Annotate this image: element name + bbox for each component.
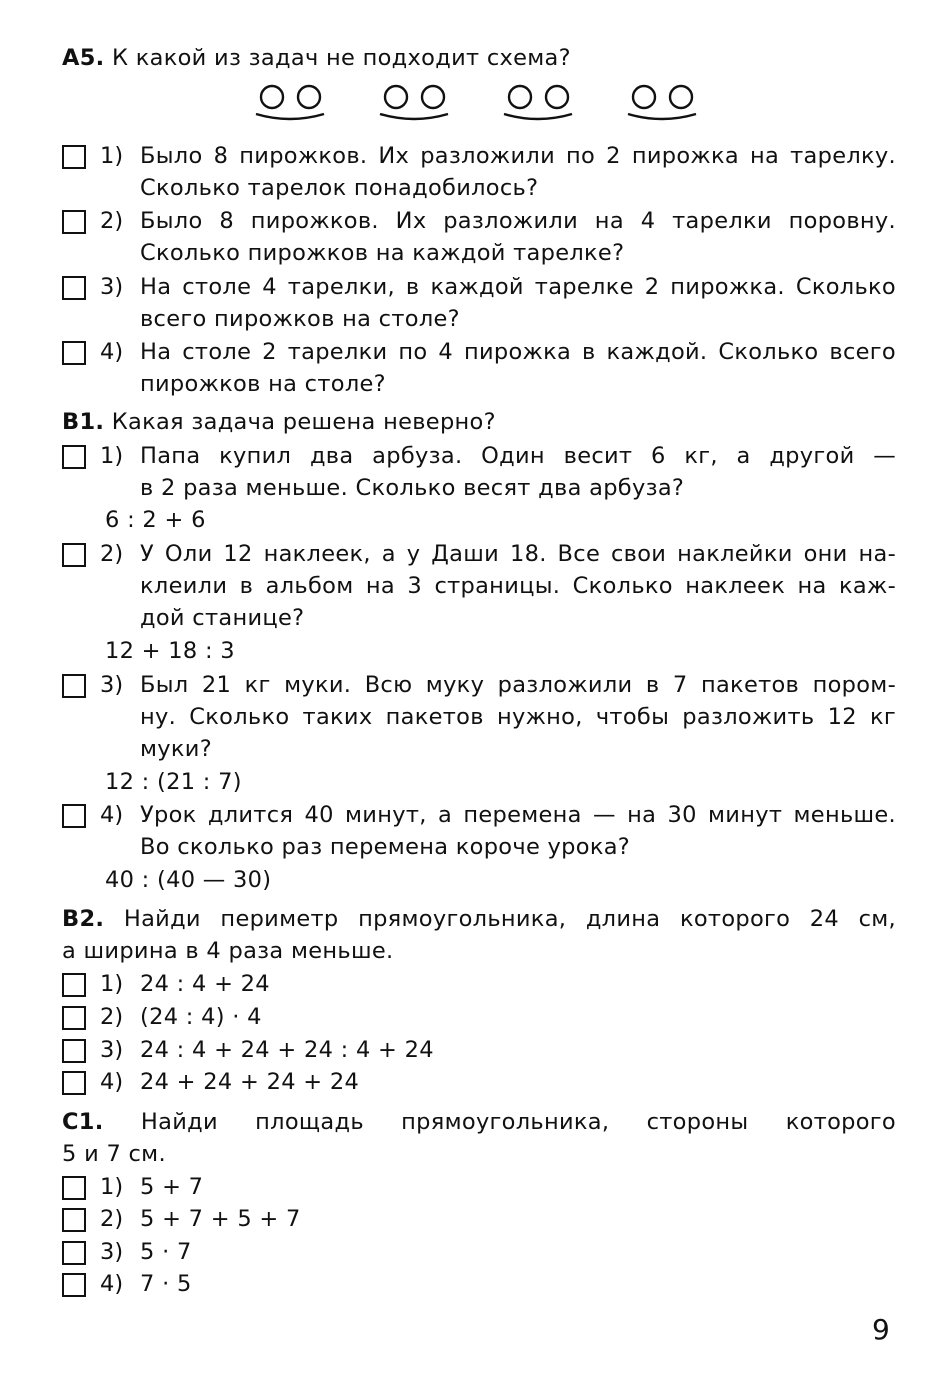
a5-option-4-number: 4)	[100, 339, 124, 365]
b2-option-4-checkbox[interactable]	[62, 1071, 86, 1095]
c1-question-text-1: Найди площадь прямоугольника, стороны которого	[140, 1109, 896, 1135]
circle-pair-4	[628, 86, 696, 119]
c1-option-3-number: 3)	[100, 1239, 124, 1265]
b2-question-text-1: Найди периметр прямоугольника, длина которого 24 см,	[123, 906, 896, 932]
b1-option-1-line-2: в 2 раза меньше. Сколько весят два арбуза?	[140, 475, 685, 501]
b2-question-line-1	[62, 903, 896, 935]
b2-option-2-checkbox[interactable]	[62, 1006, 86, 1030]
c1-label: С1.	[62, 1109, 104, 1135]
b1-question-text: Какая задача решена неверно?	[111, 409, 496, 435]
b1-option-1-expression: 6 : 2 + 6	[105, 507, 206, 533]
c1-option-2-text: 5 + 7 + 5 + 7	[140, 1206, 301, 1232]
a5-option-2-line-2: Сколько пирожков на каждой тарелке?	[140, 240, 625, 266]
c1-option-1-text: 5 + 7	[140, 1174, 204, 1200]
b1-question	[62, 406, 896, 438]
b1-option-4-line-1: Урок длится 40 минут, а перемена — на 30 минут меньше.	[140, 802, 896, 828]
a5-option-2-number: 2)	[100, 208, 124, 234]
b1-option-1-number: 1)	[100, 443, 124, 469]
b1-option-1-line-1: Папа купил два арбуза. Один весит 6 кг, а другой —	[140, 443, 896, 469]
b1-option-2-checkbox[interactable]	[62, 543, 86, 567]
c1-question-line-2: 5 и 7 см.	[62, 1141, 166, 1167]
b2-option-2-text: (24 : 4) · 4	[140, 1004, 262, 1030]
circle-pair-3	[504, 86, 572, 119]
b1-option-1-checkbox[interactable]	[62, 445, 86, 469]
c1-option-2-number: 2)	[100, 1206, 124, 1232]
b1-option-2-line-1: У Оли 12 наклеек, а у Даши 18. Все свои наклейки они на-	[140, 541, 896, 567]
a5-option-4-line-1: На столе 2 тарелки по 4 пирожка в каждой. Сколько всего	[140, 339, 896, 365]
b2-option-3-number: 3)	[100, 1037, 124, 1063]
a5-option-1-checkbox[interactable]	[62, 145, 86, 169]
c1-option-4-checkbox[interactable]	[62, 1273, 86, 1297]
b2-option-2-number: 2)	[100, 1004, 124, 1030]
page-number: 9	[872, 1313, 890, 1346]
b1-option-2-expression: 12 + 18 : 3	[105, 638, 235, 664]
a5-question-text: К какой из задач не подходит схема?	[111, 45, 571, 71]
c1-option-1-number: 1)	[100, 1174, 124, 1200]
a5-option-3-line-2: всего пирожков на столе?	[140, 306, 460, 332]
b2-label: В2.	[62, 906, 105, 932]
b1-option-4-expression: 40 : (40 — 30)	[105, 867, 272, 893]
b1-option-3-line-2: ну. Сколько таких пакетов нужно, чтобы разложить 12 кг	[140, 704, 896, 730]
a5-option-3-checkbox[interactable]	[62, 276, 86, 300]
circle-pair-2	[380, 86, 448, 119]
c1-option-4-number: 4)	[100, 1271, 124, 1297]
circle-pair-1	[256, 86, 324, 119]
b1-option-3-checkbox[interactable]	[62, 674, 86, 698]
a5-label: А5.	[62, 45, 105, 71]
b2-option-4-text: 24 + 24 + 24 + 24	[140, 1069, 360, 1095]
b1-label: В1.	[62, 409, 105, 435]
a5-option-3-line-1: На столе 4 тарелки, в каждой тарелке 2 пирожка. Сколько	[140, 274, 896, 300]
circle-scheme-diagram	[0, 78, 951, 128]
c1-question-line-1	[62, 1106, 896, 1138]
b1-option-4-number: 4)	[100, 802, 124, 828]
b1-option-4-line-2: Во сколько раз перемена короче урока?	[140, 834, 631, 860]
b2-option-3-text: 24 : 4 + 24 + 24 : 4 + 24	[140, 1037, 434, 1063]
c1-option-4-text: 7 · 5	[140, 1271, 192, 1297]
c1-option-1-checkbox[interactable]	[62, 1176, 86, 1200]
b1-option-3-line-1: Был 21 кг муки. Всю муку разложили в 7 пакетов пором-	[140, 672, 896, 698]
b2-option-1-checkbox[interactable]	[62, 973, 86, 997]
b1-option-2-line-3: дой станице?	[140, 605, 305, 631]
a5-option-1-number: 1)	[100, 143, 124, 169]
b2-option-4-number: 4)	[100, 1069, 124, 1095]
b2-option-1-text: 24 : 4 + 24	[140, 971, 270, 997]
a5-option-2-checkbox[interactable]	[62, 210, 86, 234]
b1-option-3-expression: 12 : (21 : 7)	[105, 769, 242, 795]
a5-option-3-number: 3)	[100, 274, 124, 300]
b1-option-2-line-2: клеили в альбом на 3 страницы. Сколько наклеек на каж-	[140, 573, 896, 599]
b1-option-3-line-3: муки?	[140, 736, 212, 762]
c1-option-3-checkbox[interactable]	[62, 1241, 86, 1265]
a5-option-4-line-2: пирожков на столе?	[140, 371, 386, 397]
b1-option-3-number: 3)	[100, 672, 124, 698]
b1-option-2-number: 2)	[100, 541, 124, 567]
c1-option-3-text: 5 · 7	[140, 1239, 192, 1265]
a5-option-4-checkbox[interactable]	[62, 341, 86, 365]
a5-option-1-line-1: Было 8 пирожков. Их разложили по 2 пирожка на тарелку.	[140, 143, 896, 169]
b2-question-line-2: а ширина в 4 раза меньше.	[62, 938, 394, 964]
b1-option-4-checkbox[interactable]	[62, 804, 86, 828]
c1-option-2-checkbox[interactable]	[62, 1208, 86, 1232]
a5-option-1-line-2: Сколько тарелок понадобилось?	[140, 175, 539, 201]
a5-option-2-line-1: Было 8 пирожков. Их разложили на 4 тарелки поровну.	[140, 208, 896, 234]
a5-question	[62, 42, 896, 74]
b2-option-3-checkbox[interactable]	[62, 1039, 86, 1063]
b2-option-1-number: 1)	[100, 971, 124, 997]
